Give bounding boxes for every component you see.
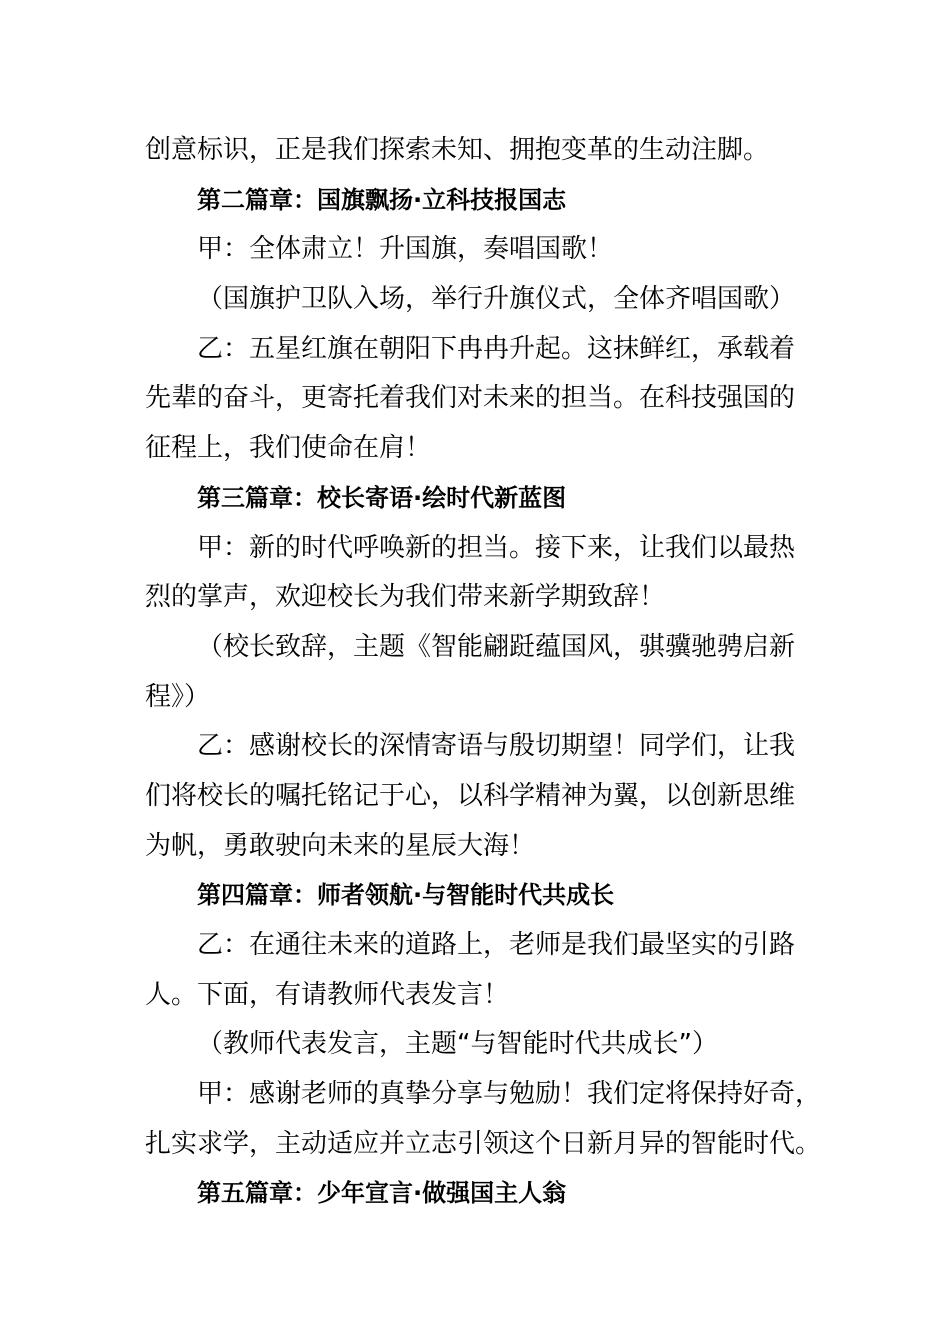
body-text-line: 乙：感谢校长的深情寄语与殷切期望！同学们，让我 — [197, 731, 796, 762]
body-text-line: 们将校长的嘱托铭记于心，以科学精神为翼，以创新思维 — [145, 780, 796, 811]
body-text-line: 甲：感谢老师的真挚分享与勉励！我们定将保持好奇， — [197, 1079, 822, 1110]
stage-direction: （国旗护卫队入场，举行升旗仪式，全体齐唱国歌） — [197, 284, 796, 315]
chapter-heading: 第五篇章：少年宣言·做强国主人翁 — [197, 1179, 567, 1208]
stage-direction: （教师代表发言，主题“与智能时代共成长”） — [197, 1029, 718, 1060]
body-text-line: 人。下面，有请教师代表发言！ — [145, 979, 510, 1010]
body-text-line: 创意标识，正是我们探索未知、拥抱变革的生动注脚。 — [145, 135, 770, 165]
body-text-line: 扎实求学，主动适应并立志引领这个日新月异的智能时代。 — [145, 1128, 822, 1159]
body-text-line: 征程上，我们使命在肩！ — [145, 433, 432, 464]
stage-direction: （校长致辞，主题《智能翩跹蕴国风，骐骥驰骋启新 — [197, 631, 796, 662]
body-text-line: 乙：在通往未来的道路上，老师是我们最坚实的引路 — [197, 930, 796, 960]
body-text-line: 甲：新的时代呼唤新的担当。接下来，让我们以最热 — [197, 532, 796, 563]
body-text-line: 乙：五星红旗在朝阳下冉冉升起。这抹鲜红，承载着 — [197, 333, 796, 364]
chapter-heading: 第二篇章：国旗飘扬·立科技报国志 — [197, 185, 567, 214]
body-text-line: 烈的掌声，欢迎校长为我们带来新学期致辞！ — [145, 582, 666, 613]
body-text-line: 为帆，勇敢驶向未来的星辰大海！ — [145, 830, 536, 861]
stage-direction: 程》） — [145, 681, 211, 712]
chapter-heading: 第三篇章：校长寄语·绘时代新蓝图 — [197, 483, 567, 512]
document-body — [145, 126, 825, 1219]
chapter-heading: 第四篇章：师者领航·与智能时代共成长 — [197, 881, 615, 910]
body-text-line: 甲：全体肃立！升国旗，奏唱国歌！ — [197, 234, 614, 265]
body-text-line: 先辈的奋斗，更寄托着我们对未来的担当。在科技强国的 — [145, 383, 796, 414]
